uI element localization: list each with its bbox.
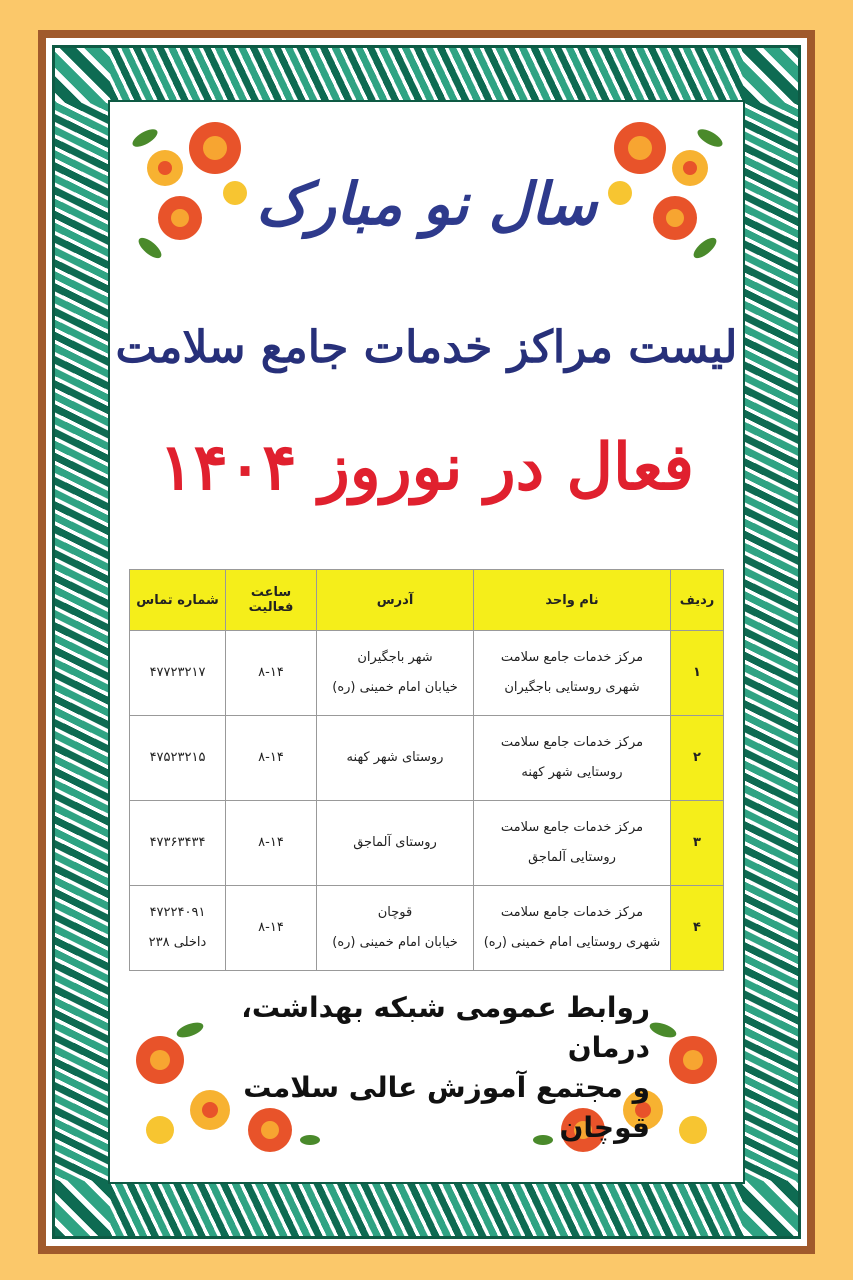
unit-name-line: مرکز خدمات جامع سلامت [500, 820, 644, 835]
phone-extension: داخلی ۲۳۸ [148, 935, 207, 950]
address-line: شهر باجگیران [357, 650, 433, 665]
unit-name-line: روستایی آلماجق [528, 850, 616, 865]
phone-number: ۴۷۲۲۴۰۹۱ [149, 905, 206, 920]
unit-name [474, 801, 671, 886]
row-number: ۱ [671, 631, 724, 716]
unit-name-line: شهری روستایی باجگیران [504, 680, 640, 695]
row-number: ۴ [671, 886, 724, 971]
header-address: آدرس [317, 570, 474, 631]
header-hours: ساعت فعالیت [226, 570, 317, 631]
row-number: ۳ [671, 801, 724, 886]
unit-name-line: مرکز خدمات جامع سلامت [500, 735, 644, 750]
subtitle: لیست مراکز خدمات جامع سلامت [115, 322, 738, 373]
unit-name-line: مرکز خدمات جامع سلامت [500, 650, 644, 665]
table-row [130, 716, 724, 801]
hours: ۸-۱۴ [226, 716, 317, 801]
address-line: قوچان [377, 905, 413, 920]
unit-name-line: شهری روستایی امام خمینی (ره) [483, 935, 661, 950]
table-row [130, 801, 724, 886]
phone: ۴۷۳۶۳۴۳۴ [130, 801, 226, 886]
phone [130, 886, 226, 971]
table-header-row [130, 570, 724, 631]
address [317, 631, 474, 716]
hours: ۸-۱۴ [226, 631, 317, 716]
phone-number: ۴۷۷۲۳۲۱۷ [149, 665, 206, 680]
phone [130, 631, 226, 716]
unit-name-line: مرکز خدمات جامع سلامت [500, 905, 644, 920]
highlight-title: فعال در نوروز ۱۴۰۴ [159, 430, 694, 505]
row-number: ۲ [671, 716, 724, 801]
footer-line: و مجتمع آموزش عالی سلامت قوچان [243, 1071, 650, 1144]
header-unit-name: نام واحد [474, 570, 671, 631]
hours: ۸-۱۴ [226, 801, 317, 886]
health-centers-table [129, 569, 724, 971]
footer-line: روابط عمومی شبکه بهداشت، درمان [241, 991, 650, 1064]
footer-credit [150, 988, 650, 1148]
header-row-number: ردیف [671, 570, 724, 631]
address-line: خیابان امام خمینی (ره) [332, 935, 458, 950]
address: روستای آلماجق [317, 801, 474, 886]
table-row [130, 631, 724, 716]
address [317, 886, 474, 971]
hours: ۸-۱۴ [226, 886, 317, 971]
address: روستای شهر کهنه [317, 716, 474, 801]
unit-name [474, 716, 671, 801]
unit-name [474, 631, 671, 716]
phone: ۴۷۵۲۳۲۱۵ [130, 716, 226, 801]
unit-name [474, 886, 671, 971]
greeting-title: سال نو مبارک [255, 170, 598, 238]
table-row [130, 886, 724, 971]
address-line: خیابان امام خمینی (ره) [332, 680, 458, 695]
header-phone: شماره تماس [130, 570, 226, 631]
unit-name-line: روستایی شهر کهنه [521, 765, 623, 780]
